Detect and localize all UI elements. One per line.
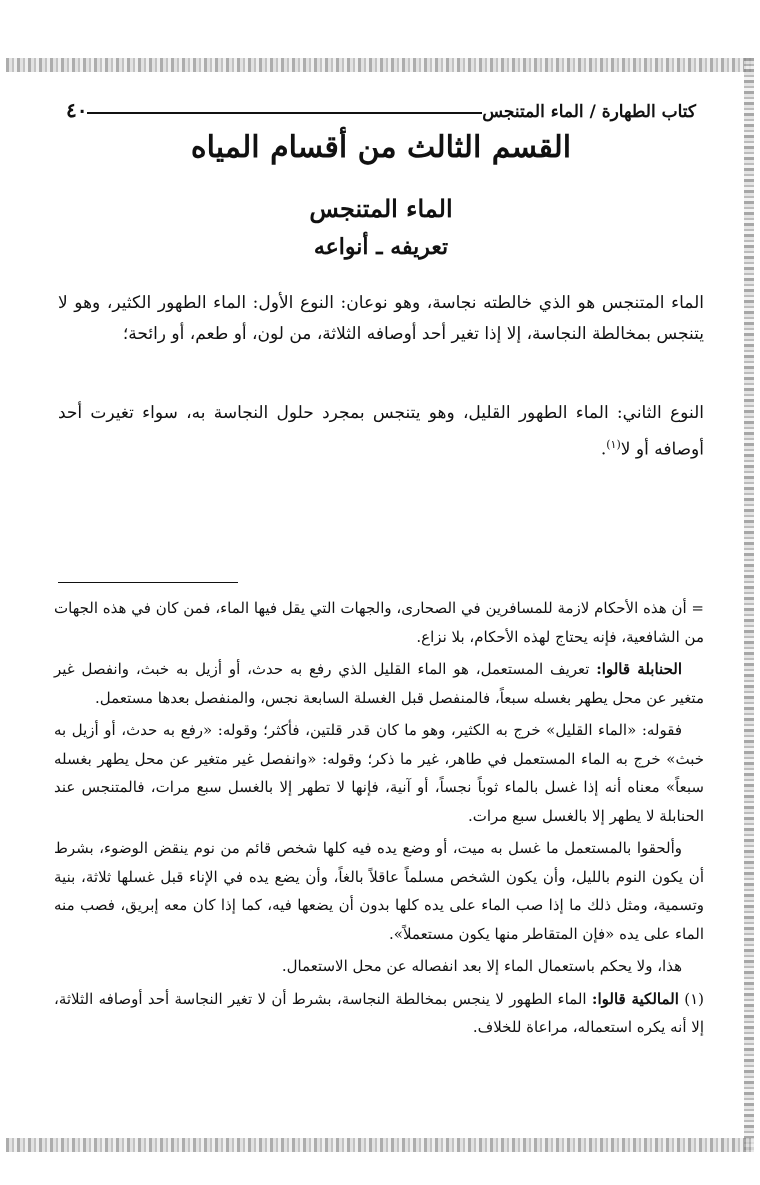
paragraph-text: النوع الثاني: الماء الطهور القليل، وهو يتنجس بمجرد حلول النجاسة به، سواء تغيرت أحد أوصافه أو لا: [58, 403, 704, 460]
footnote-additions: [54, 834, 704, 948]
body-paragraph-1: [58, 288, 704, 350]
footnote-text: هذا، ولا يحكم باستعمال الماء إلا بعد انفصاله عن محل الاستعمال.: [281, 957, 682, 975]
footnote-note: [54, 952, 704, 981]
footnote-lead: المالكية قالوا:: [591, 989, 679, 1008]
footnote-text: وألحقوا بالمستعمل ما غسل به ميت، أو وضع يده فيه كلها شخص قائم من نوم ينقض الوضوء، بشرط أن يكون النوم بالليل، وأن يكون الشخص مسلماً عاقلاً بالغاً، وأن يضع يده في الإناء قبل غسلها ثلاثة، بنية وتسمية، ومثل ذلك ما إذا صب الماء على يده كلها بدون أن يضعها فيه، كما إذا كان معه إبريق، فصب منه الماء على يده «فإن المتقاطر منها يكون مستعملاً».: [54, 839, 704, 943]
decorative-border-bottom: [6, 1138, 754, 1152]
footnote-text: = أن هذه الأحكام لازمة للمسافرين في الصحارى، والجهات التي يقل فيها الماء، فمن كان في هذه الجهات من الشافعية، فإنه يحتاج لهذه الأحكام، بلا نزاع.: [54, 599, 704, 646]
section-heading: القسم الثالث من أقسام المياه: [190, 130, 572, 165]
footnote-malikiyya: [54, 985, 704, 1042]
footnote-separator: [58, 582, 238, 583]
body-paragraph-2: [58, 398, 704, 466]
footnote-hanabila: [54, 655, 704, 712]
footnote-number: (١): [684, 989, 704, 1008]
footnote-text: تعريف المستعمل، هو الماء القليل الذي رفع به حدث، أو أزيل به خبث، وانفصل غير متغير عن محل يطهر بغسله سبعاً، فالمنفصل قبل الغسلة السابعة نجس، والمنفصل بعدها مستعمل.: [54, 660, 704, 707]
page-number: ٤٠: [66, 98, 88, 122]
running-header: [58, 92, 704, 122]
footnotes: [54, 594, 704, 1046]
footnote-lead: الحنابلة قالوا:: [596, 660, 682, 678]
paragraph-text: الماء المتنجس هو الذي خالطته نجاسة، وهو نوعان: النوع الأول: الماء الطهور الكثير، وهو لا يتنجس بمخالطة النجاسة، إلا إذا تغير أحد أوصافه الثلاثة، من لون، أو طعم، أو رائحة؛: [58, 293, 704, 344]
footnote-text: فقوله: «الماء القليل» خرج به الكثير، وهو ما كان قدر قلتين، فأكثر؛ وقوله: «رفع به حدث، أو أزيل به خبث» خرج به الماء المستعمل في طاهر، غير ما ذكر؛ وقوله: «وانفصل غير متغير عن محل يطهر بغسله سبعاً» معناه أنه إذا غسل بالماء ثوباً نجساً، أو آنية، فإنها لا تطهر إلا بالغسل سبع مرات، فالمتنجس عند الحنابلة لا يطهر إلا بالغسل سبع مرات.: [54, 721, 704, 825]
footnote-continuation: [54, 594, 704, 651]
subheading-subtitle: تعريفه ـ أنواعه: [313, 234, 449, 260]
footnote-marker[interactable]: (١): [606, 438, 621, 451]
footnote-explanation: [54, 716, 704, 830]
decorative-border-right: [744, 58, 754, 1152]
subheading-title: الماء المتنجس: [309, 194, 453, 223]
paragraph-end: .: [600, 439, 607, 460]
running-header-title: كتاب الطهارة / الماء المتنجس: [482, 102, 696, 122]
header-rule: [87, 112, 482, 114]
footnote-text: الماء الطهور لا ينجس بمخالطة النجاسة، بشرط أن لا تغير النجاسة أحد أوصافه الثلاثة، إلا أنه يكره استعماله، مراعاة للخلاف.: [54, 989, 704, 1036]
decorative-border-top: [6, 58, 754, 72]
